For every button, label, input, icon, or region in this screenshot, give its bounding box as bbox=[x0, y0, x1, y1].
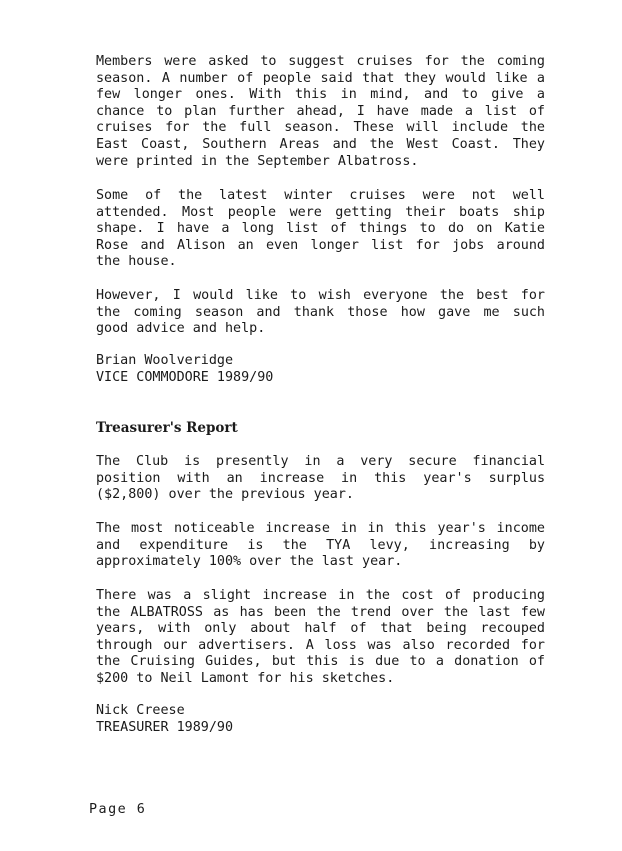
text-line: approximately 100% over the last year. bbox=[96, 554, 403, 570]
text-line: $200 to Neil Lamont for his sketches. bbox=[96, 670, 395, 686]
text-line: There was a slight increase in the cost of producing bbox=[96, 588, 545, 603]
text-line: ($2,800) over the previous year. bbox=[96, 487, 354, 503]
text-line: The most noticeable increase in in this year's income bbox=[96, 521, 545, 536]
text-line: few longer ones. With this in mind, and to give a bbox=[96, 87, 545, 103]
text-line: The Club is presently in a very secure financial bbox=[96, 454, 545, 469]
treasurer-signature bbox=[96, 703, 545, 736]
vc-paragraph-2 bbox=[96, 188, 545, 271]
text-line: years, with only about half of that being recouped bbox=[96, 621, 545, 637]
treasurer-paragraph-2 bbox=[96, 521, 545, 571]
text-line: were printed in the September Albatross. bbox=[96, 153, 419, 169]
text-line: cruises for the full season. These will include the bbox=[96, 120, 545, 136]
text-line: the house. bbox=[96, 254, 177, 270]
vc-paragraph-1 bbox=[96, 54, 545, 170]
text-line: shape. I have a long list of things to do on Katie bbox=[96, 221, 545, 237]
text-line: position with an increase in this year's surplus bbox=[96, 470, 545, 486]
text-line: good advice and help. bbox=[96, 321, 266, 337]
text-line: season. A number of people said that they would like a bbox=[96, 70, 545, 86]
signatory-name: Nick Creese bbox=[96, 703, 185, 718]
page-number: Page 6 bbox=[89, 802, 147, 817]
text-line: Rose and Alison an even longer list for jobs around bbox=[96, 237, 545, 253]
signatory-title: VICE COMMODORE 1989/90 bbox=[96, 369, 274, 385]
vc-signature bbox=[96, 353, 545, 386]
treasurer-paragraph-3 bbox=[96, 588, 545, 688]
text-line: the Cruising Guides, but this is due to a donation of bbox=[96, 654, 545, 670]
text-line: Members were asked to suggest cruises for the coming bbox=[96, 54, 545, 69]
text-line: through our advertisers. A loss was also recorded for bbox=[96, 637, 545, 653]
vc-paragraph-3 bbox=[96, 288, 545, 338]
signatory-title: TREASURER 1989/90 bbox=[96, 719, 234, 735]
text-line: Some of the latest winter cruises were not well bbox=[96, 188, 545, 203]
signatory-name: Brian Woolveridge bbox=[96, 353, 234, 368]
treasurer-paragraph-1 bbox=[96, 454, 545, 504]
text-line: attended. Most people were getting their boats ship bbox=[96, 204, 545, 220]
text-line: the coming season and thank those how gave me such bbox=[96, 304, 545, 320]
text-line: chance to plan further ahead, I have made a list of bbox=[96, 103, 545, 119]
treasurer-report-heading: Treasurer's Report bbox=[96, 420, 238, 436]
text-line: the ALBATROSS as has been the trend over the last few bbox=[96, 604, 545, 620]
text-line: and expenditure is the TYA levy, increasing by bbox=[96, 537, 545, 553]
text-line: East Coast, Southern Areas and the West Coast. They bbox=[96, 136, 545, 152]
text-line: However, I would like to wish everyone the best for bbox=[96, 288, 545, 303]
